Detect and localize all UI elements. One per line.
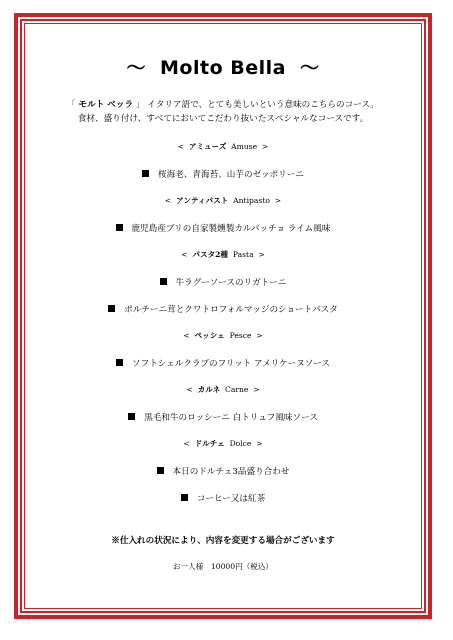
bullet-square-icon [157,467,164,474]
title-tilde-right: ～ [299,57,320,79]
category-en: Pesce [229,331,252,340]
course-item-text: ポルチーニ茸とクワトロフォルマッジのショートパスタ [124,305,338,315]
category-pesce: < ペッシェ Pesce > [183,331,263,340]
intro-bracket-close: 」 [135,100,145,110]
price-text: お一人様 10000円（税込） [172,562,274,571]
intro-line-1 [24,98,422,112]
course-item [24,465,422,477]
course-item-text: コーヒー又は紅茶 [196,494,266,504]
category-en: Dolce [229,439,252,448]
course-item [24,357,422,369]
course-item-text: 本日のドルチェ3品盛り合わせ [172,467,290,477]
category-jp: パスタ2種 [192,250,229,259]
category-antipasto: < アンティパスト Antipasto > [164,196,282,205]
course-item [24,411,422,423]
course-item-text: ソフトシェルクラブのフリット アメリケーヌソース [132,359,330,369]
course-item [24,168,422,180]
bullet-square-icon [181,494,188,501]
course-item [24,492,422,504]
course-item [24,276,422,288]
bullet-square-icon [142,170,149,177]
course-item [24,222,422,234]
category-en: Antipasto [233,196,270,205]
course-item-text: 牛ラグーソースのリガトーニ [175,278,287,288]
category-jp: ドルチェ [194,439,225,448]
intro-line-2: 食材、盛り付け、すべてにおいてこだわり抜いたスペシャルなコースです。 [77,114,369,124]
category-jp: アンティパスト [176,196,229,205]
category-dolce: < ドルチェ Dolce > [183,439,263,448]
category-jp: カルネ [197,385,221,394]
intro-paragraph [24,98,422,126]
intro-line-1-text: イタリア語で、とても美しいという意味のこちらのコース。 [147,100,379,110]
menu-content [24,23,422,609]
bullet-square-icon [160,278,167,285]
menu-title [24,53,422,80]
bullet-square-icon [128,413,135,420]
intro-bracket-open: 「 [67,100,76,110]
category-jp: ペッシェ [194,331,225,340]
category-en: Carne [225,385,249,394]
bullet-square-icon [116,359,123,366]
title-tilde-left: ～ [126,57,147,79]
category-pasta: < パスタ2種 Pasta > [181,250,265,259]
course-item-text: 桜海老、青海苔、山芋のゼッポリーニ [158,170,304,180]
bullet-square-icon [116,224,123,231]
category-en: Pasta [232,250,254,259]
intro-course-name: モルト ベッラ [78,100,134,110]
category-jp: アミューズ [188,142,227,151]
notice-text: ※仕入れの状況により、内容を変更する場合がございます [111,536,335,546]
title-text: Molto Bella [160,57,286,79]
course-item [24,303,422,315]
category-en: Amuse [231,142,258,151]
bullet-square-icon [108,305,115,312]
course-item-text: 鹿児島産ブリの自家製燻製カルパッチョ ライム風味 [131,224,331,234]
category-carne: < カルネ Carne > [186,385,260,394]
course-item-text: 黒毛和牛のロッシーニ 白トリュフ風味ソース [144,413,318,423]
category-amuse: < アミューズ Amuse > [177,142,269,151]
